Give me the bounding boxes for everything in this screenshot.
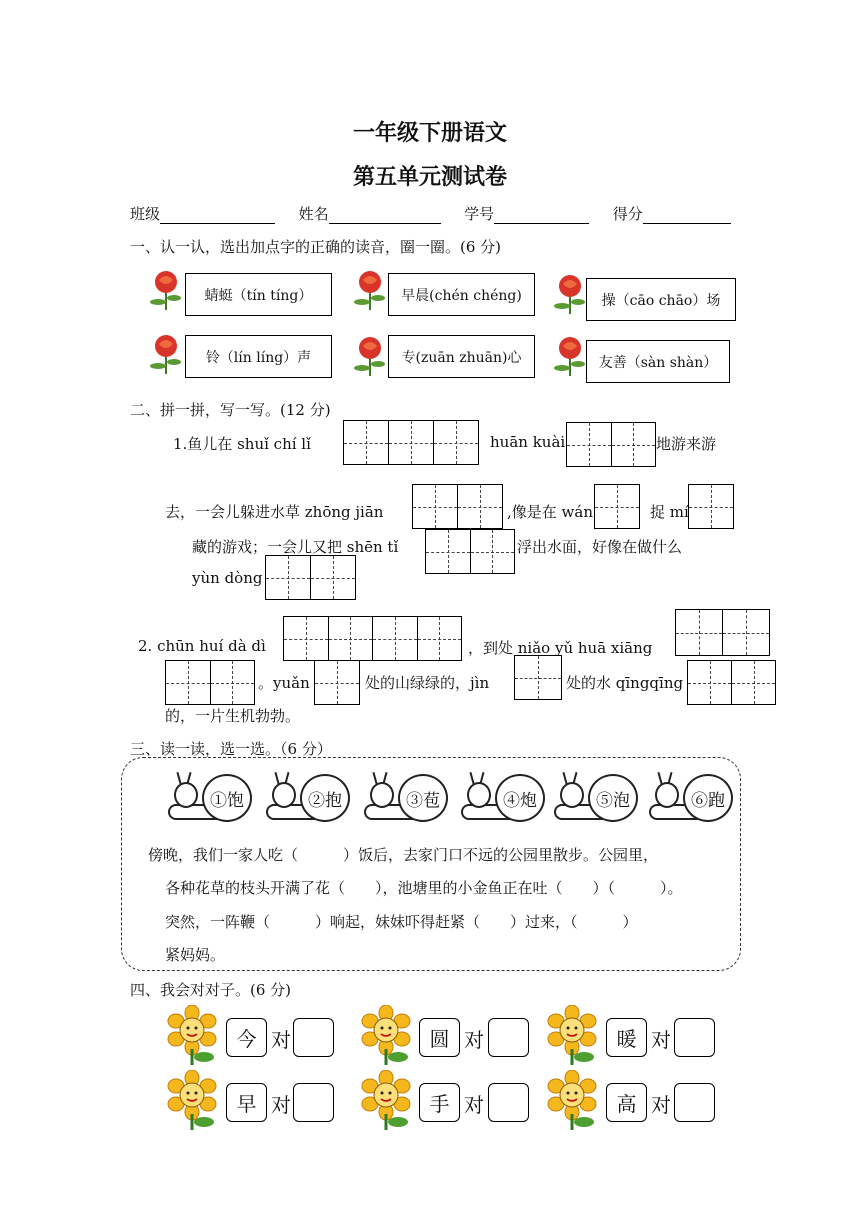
sunflower-icon xyxy=(360,1070,418,1130)
sunflower-icon xyxy=(360,1005,418,1065)
writing-grid-yuan[interactable] xyxy=(314,660,360,705)
rose-icon xyxy=(352,268,388,312)
rose-icon xyxy=(552,272,588,316)
reading-line: 紧妈妈。 xyxy=(165,946,226,964)
section-3-heading: 三、读一读，选一选。（6 分） xyxy=(130,740,332,758)
snail-option-label: ①饱 xyxy=(202,774,252,822)
writing-grid-jin[interactable] xyxy=(514,655,562,700)
title-line-2: 第五单元测试卷 xyxy=(352,165,507,190)
pair-answer-box[interactable] xyxy=(293,1018,334,1057)
class-field[interactable] xyxy=(160,207,275,224)
pinyin-option-box[interactable]: 专(zuān zhuān)心 xyxy=(388,335,535,378)
p1-text-h: 浮出水面，好像在做什么 xyxy=(517,538,683,556)
snail-option xyxy=(262,772,352,822)
section-1-heading: 一、认一认，选出加点字的正确的读音，圈一圈。(6 分) xyxy=(130,238,502,256)
name-label: 姓名 xyxy=(298,205,329,223)
snail-option xyxy=(360,772,450,822)
pinyin-option-box[interactable]: 操（cāo chāo）场 xyxy=(586,278,736,321)
pair-answer-box[interactable] xyxy=(488,1018,529,1057)
pair-answer-box[interactable] xyxy=(674,1083,715,1122)
rose-icon xyxy=(552,334,588,378)
pair-word-box: 手 xyxy=(419,1083,460,1122)
p2-text-c: 。yuǎn xyxy=(258,674,310,692)
sunflower-icon xyxy=(166,1070,224,1130)
snail-option xyxy=(550,772,640,822)
name-field[interactable] xyxy=(329,207,441,224)
pair-word-box: 高 xyxy=(606,1083,647,1122)
info-row xyxy=(130,203,731,224)
p2-text-d: 处的山绿绿的，jìn xyxy=(365,674,490,692)
pair-answer-box[interactable] xyxy=(488,1083,529,1122)
pair-answer-box[interactable] xyxy=(293,1083,334,1122)
pair-answer-box[interactable] xyxy=(674,1018,715,1057)
sunflower-icon xyxy=(546,1005,604,1065)
sunflower-icon xyxy=(166,1005,224,1065)
p1-text-d: 去，一会儿躲进水草 zhōng jiān xyxy=(165,503,384,521)
writing-grid-qingqing[interactable] xyxy=(687,660,776,705)
p1-text-g: 藏的游戏；一会儿又把 shēn tǐ xyxy=(192,538,399,556)
pinyin-option-box[interactable]: 友善（sàn shàn） xyxy=(586,340,730,383)
writing-grid-mi[interactable] xyxy=(688,484,734,529)
writing-grid-wan[interactable] xyxy=(594,484,640,529)
writing-grid-huankuai[interactable] xyxy=(566,422,656,467)
pair-word-box: 暖 xyxy=(606,1018,647,1057)
snail-option-label: ⑤泡 xyxy=(588,774,638,822)
pair-word-box: 圆 xyxy=(419,1018,460,1057)
p1-text-f: 捉 mí xyxy=(650,503,689,521)
writing-grid-huaxiang[interactable] xyxy=(165,660,255,705)
snail-option-label: ④炮 xyxy=(495,774,545,822)
section-4-heading: 四、我会对对子。(6 分) xyxy=(130,981,292,999)
dui-label: 对 xyxy=(464,1093,484,1117)
writing-grid-shenti[interactable] xyxy=(425,529,515,574)
snail-option-label: ⑥跑 xyxy=(683,774,733,822)
p2-text-b: ，到处 niǎo yǔ huā xiāng xyxy=(468,639,653,657)
snail-option xyxy=(164,772,254,822)
class-label: 班级 xyxy=(130,205,161,223)
reading-line: 傍晚，我们一家人吃（ ）饭后，去家门口不远的公园里散步。公园里， xyxy=(148,846,659,864)
pinyin-option-box[interactable]: 蜻蜓（tín tíng） xyxy=(185,273,332,316)
p2-text-a: 2. chūn huí dà dì xyxy=(138,637,266,655)
title-line-1: 一年级下册语文 xyxy=(352,121,507,146)
snail-option xyxy=(645,772,735,822)
writing-grid-niaoyu[interactable] xyxy=(675,609,770,656)
p1-text-c: 地游来游 xyxy=(656,435,717,453)
reading-line: 突然，一阵鞭（ ）响起，妹妹吓得赶紧（ ）过来，（ ） xyxy=(165,913,638,931)
p1-text-b: huān kuài xyxy=(490,433,566,451)
dui-label: 对 xyxy=(271,1028,291,1052)
writing-grid-chunhuidadi[interactable] xyxy=(283,616,462,661)
section-2-heading: 二、拼一拼，写一写。(12 分) xyxy=(130,401,331,419)
snail-option-label: ③苞 xyxy=(398,774,448,822)
p1-text-a: 1.鱼儿在 shuǐ chí lǐ xyxy=(173,435,311,453)
rose-icon xyxy=(352,334,388,378)
dui-label: 对 xyxy=(271,1093,291,1117)
pinyin-option-box[interactable]: 早晨(chén chéng) xyxy=(388,273,535,316)
reading-line: 各种花草的枝头开满了花（ ），池塘里的小金鱼正在吐（ ）（ ）。 xyxy=(165,879,683,897)
writing-grid-zhongjian[interactable] xyxy=(412,484,503,529)
pinyin-option-box[interactable]: 铃（lín líng）声 xyxy=(185,335,332,378)
snail-option xyxy=(457,772,547,822)
number-label: 学号 xyxy=(464,205,495,223)
writing-grid-yundong[interactable] xyxy=(265,555,356,600)
dui-label: 对 xyxy=(464,1028,484,1052)
sunflower-icon xyxy=(546,1070,604,1130)
snail-option-label: ②抱 xyxy=(300,774,350,822)
rose-icon xyxy=(148,332,184,376)
writing-grid-shuichili[interactable] xyxy=(343,420,479,465)
score-field[interactable] xyxy=(643,207,731,224)
p1-text-i: yùn dòng xyxy=(192,569,263,587)
dui-label: 对 xyxy=(651,1093,671,1117)
p1-text-e: ,像是在 wán xyxy=(507,503,593,521)
p2-text-f: 的，一片生机勃勃。 xyxy=(165,707,301,725)
pair-word-box: 今 xyxy=(226,1018,267,1057)
number-field[interactable] xyxy=(494,207,589,224)
rose-icon xyxy=(148,268,184,312)
pair-word-box: 早 xyxy=(226,1083,267,1122)
dui-label: 对 xyxy=(651,1028,671,1052)
score-label: 得分 xyxy=(612,205,643,223)
p2-text-e: 处的水 qīngqīng xyxy=(566,674,684,692)
